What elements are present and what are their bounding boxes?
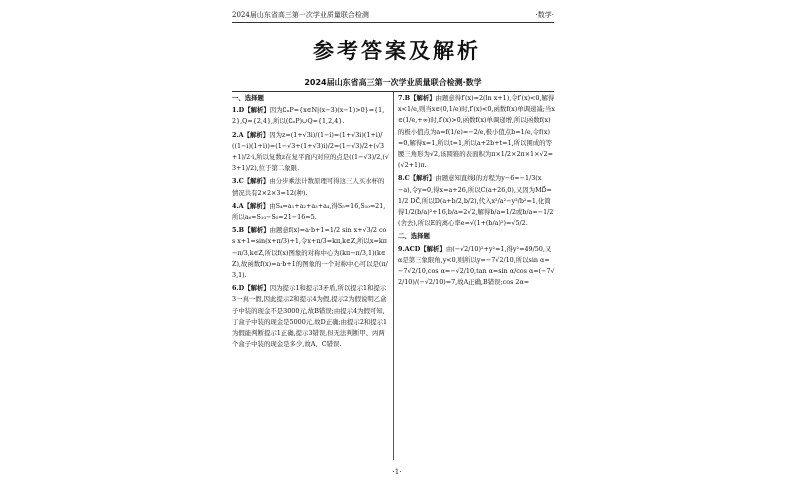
question-number: 1. xyxy=(232,106,239,115)
question-item xyxy=(232,225,389,281)
question-number: 2. xyxy=(232,130,239,139)
question-item xyxy=(398,173,555,229)
page-subtitle: 2024届山东省高三第一次学业质量联合检测·数学 xyxy=(304,78,482,87)
question-answer: B xyxy=(404,94,411,102)
question-number: 7. xyxy=(398,94,405,102)
question-item xyxy=(232,201,389,223)
question-item xyxy=(398,244,555,289)
question-explanation: 因为z=(1+√3i)/(1−i)=(1+√3i)(1+i)/((1−i)(1+i))=(1−√3+(1+√3)i)/2=(1−√3)/2+(√3+1)/2·i,所以复数z在复平面内对应的点是((1−√3)/2,(√3+1)/2),位于第二象限. xyxy=(232,130,389,173)
question-item xyxy=(398,93,555,171)
question-explanation: 由题意f(x)=a·b+1=1/2 sin x+√3/2 cos x+1=sin(x+π/3)+1,令x+π/3=kπ,k∈Z,所以x=kπ−π/3,k∈Z,所以f(x)图象的对称中心为(kπ−π/3,1)(k∈Z),故函数f(x)=a·b+1的图象的一个对称中心可以是(π/3,1). xyxy=(232,226,388,280)
question-explanation: 由分步乘法计数原理可得这三人买水杯的情况共有2×2×3=12(种). xyxy=(232,177,385,197)
left-column xyxy=(232,93,389,352)
analysis-tag: 【解析】 xyxy=(244,284,270,293)
right-column xyxy=(398,93,555,290)
question-answer: A xyxy=(238,201,244,210)
question-explanation: 因为∁ₙP={x∈N|(x−3)(x−1)>0}={1,2},Q={2,4},所以(∁ₙP)∪Q={1,2,4}. xyxy=(232,106,385,126)
question-item xyxy=(232,105,389,127)
question-item xyxy=(232,176,389,198)
column-divider xyxy=(393,92,394,460)
question-answer: C xyxy=(404,174,410,183)
question-answer: D xyxy=(238,284,245,293)
question-item xyxy=(232,130,389,175)
question-number: 3. xyxy=(232,177,239,186)
question-answer: D xyxy=(238,106,245,115)
question-number: 4. xyxy=(232,201,239,210)
question-answer: B xyxy=(238,226,245,235)
question-answer: C xyxy=(238,177,244,186)
header-exam-name: 2024届山东省高三第一次学业质量联合检测 xyxy=(232,11,369,19)
question-explanation: 由题意知直线l的方程为y−6=−1/3(x−a),令y=0,得x=a+26,所以C(a+26,0),又因为MD⃗=1/2 DC⃗,所以D(a+b/2,b/2),代入x²/a²−y²/b²=1,化简得1/2(b/a)²+16,b/a=2√2,解得b/a=1/2或b/a=−1/2(舍去),所以E的离心率e=√(1+(b/a)²)=√5/2. xyxy=(398,174,554,228)
question-number: 6. xyxy=(232,284,239,293)
question-explanation: 因为提示1和提示3矛盾,所以提示1和提示3一真一假,因此提示2和提示4为假,提示2为假说明乙盒子中装的现金不是3000元,故B错误;由提示4为假可知,丁盒子中装的现金是5000元,故D正确;由提示2和提示1为假能判断提示1正确,提示3错误,但无法判断甲、丙两个盒子中装的现金是多少,故A、C错误. xyxy=(232,284,388,349)
question-number: 5. xyxy=(232,226,239,235)
analysis-tag: 【解析】 xyxy=(243,130,270,139)
section-heading-choice: 一、选择题 xyxy=(232,94,264,102)
page-title: 参考答案及解析 xyxy=(313,39,481,63)
analysis-tag: 【解析】 xyxy=(410,94,436,102)
question-number: 9. xyxy=(398,244,405,253)
question-answer: A xyxy=(238,130,244,139)
analysis-tag: 【解析】 xyxy=(420,244,446,253)
analysis-tag: 【解析】 xyxy=(243,201,270,210)
question-answer: ACD xyxy=(404,244,421,253)
analysis-tag: 【解析】 xyxy=(244,106,270,115)
page-number: ·1· xyxy=(392,468,402,476)
analysis-tag: 【解析】 xyxy=(243,177,270,186)
question-explanation: 由S₄=a₁+a₂+a₃+a₄,得S₅=16,S₁₀=21,所以a₆=S₁₀−S₅=21−16=5. xyxy=(232,201,386,222)
question-number: 8. xyxy=(398,174,405,183)
question-explanation: 由题意得f′(x)=2(ln x+1),令f′(x)<0,解得x<1/e,则当x∈(0,1/e)时,f′(x)<0,函数f(x)单调递减;当x∈(1/e,+∞)时,f′(x)>0,函数f(x)单调递增,所以函数f(x)的极小值点为a=f(1/e)=−2/e,极小值点b=1/e,令f(x)=0,解得x=1,所以t=1,所以a+2b+t=1,所以围成的等腰三角形为√2,该圆锥的表面积为π×1/2×2π×1×√2=(√2+1)π. xyxy=(398,94,555,170)
question-item xyxy=(232,283,389,350)
analysis-tag: 【解析】 xyxy=(244,226,270,235)
analysis-tag: 【解析】 xyxy=(409,174,436,183)
running-header xyxy=(232,9,554,23)
header-subject: ·数学· xyxy=(535,11,554,19)
section-heading-multi-choice: 二、选择题 xyxy=(398,232,430,241)
question-explanation: 由(−√2/10)²+y²=1,得y²=49/50,又α是第三象限角,y<0,则所以y=−7√2/10,所以sin α=−7√2/10,cos α=−√2/10,tan α=sin α/cos α=(−7√2/10)/(−√2/10)=7,故A正确,B错误;cos 2α= xyxy=(398,244,555,287)
